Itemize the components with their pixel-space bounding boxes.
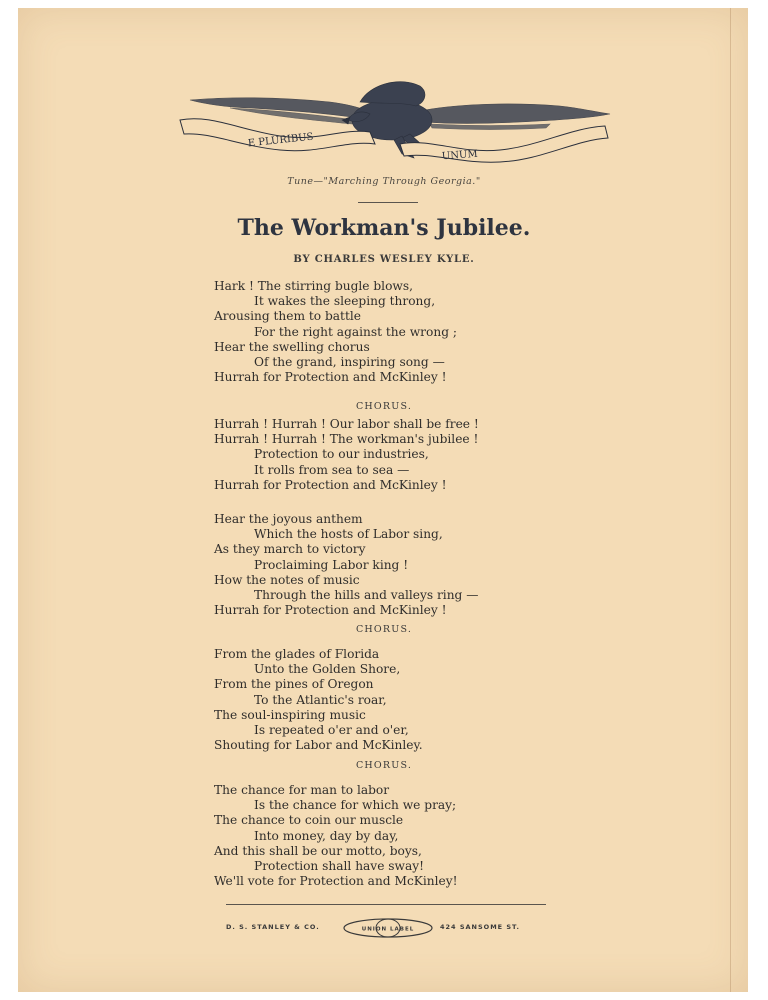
verse-line: The chance to coin our muscle (214, 813, 404, 828)
motto-right: UNUM (441, 148, 479, 163)
verse-line: And this shall be our motto, boys, (214, 843, 422, 858)
chorus-line: Protection to our industries, (254, 447, 429, 462)
publisher-address: 424 SANSOME ST. (440, 923, 520, 931)
verse-line: From the glades of Florida (214, 647, 380, 661)
chorus-heading: CHORUS. (355, 760, 413, 771)
verse-2 (214, 512, 478, 618)
footer-rule (226, 904, 546, 905)
verse-line: Into money, day by day, (254, 828, 399, 843)
verse-line: Hear the swelling chorus (214, 339, 370, 354)
chorus-line: Hurrah ! Hurrah ! The workman's jubilee ! (214, 432, 479, 447)
tune-line: Tune—"Marching Through Georgia." (287, 176, 481, 187)
motto-left: E PLURIBUS (247, 131, 315, 150)
rule-under-tune (358, 202, 418, 203)
chorus-line: It rolls from sea to sea — (254, 462, 410, 477)
union-label-badge (343, 918, 433, 938)
union-label-text: UNION LABEL (361, 926, 415, 933)
verse-line: Which the hosts of Labor sing, (254, 527, 443, 542)
printer-footer (0, 920, 768, 934)
verse-1 (214, 279, 457, 385)
verse-line: Proclaiming Labor king ! (254, 557, 409, 572)
verse-line: It wakes the sleeping throng, (254, 294, 436, 309)
verse-line: As they march to victory (214, 542, 366, 557)
chorus-heading: CHORUS. (355, 624, 413, 635)
verse-line: How the notes of music (214, 572, 360, 587)
verse-line: Hurrah for Protection and McKinley ! (214, 603, 447, 618)
verse-line: Through the hills and valleys ring — (254, 588, 479, 603)
verse-line: From the pines of Oregon (214, 677, 374, 692)
verse-line: For the right against the wrong ; (254, 324, 457, 339)
chorus-text (214, 417, 479, 493)
verse-line: The chance for man to labor (214, 783, 390, 797)
verse-line: Hear the joyous anthem (214, 512, 363, 526)
poem-title: The Workman's Jubilee. (237, 215, 531, 241)
verse-line: Hurrah for Protection and McKinley ! (214, 370, 447, 385)
verse-line: Shouting for Labor and McKinley. (214, 738, 423, 753)
verse-3 (214, 647, 423, 753)
verse-line: Hark ! The stirring bugle blows, (214, 279, 413, 293)
chorus-heading: CHORUS. (355, 401, 413, 412)
fold-line (730, 8, 731, 992)
verse-4 (214, 783, 458, 889)
chorus-line: Hurrah for Protection and McKinley ! (214, 477, 447, 492)
verse-line: Is repeated o'er and o'er, (254, 723, 409, 738)
verse-line: The soul-inspiring music (214, 707, 366, 722)
verse-line: Is the chance for which we pray; (254, 798, 457, 813)
verse-line: Protection shall have sway! (254, 859, 425, 874)
author-byline: BY CHARLES WESLEY KYLE. (293, 254, 475, 265)
verse-line: Of the grand, inspiring song — (254, 355, 445, 370)
eagle-emblem (170, 62, 620, 172)
publisher-name: D. S. STANLEY & CO. (226, 923, 320, 931)
verse-line: We'll vote for Protection and McKinley! (214, 874, 458, 889)
verse-line: Arousing them to battle (214, 309, 361, 324)
verse-line: To the Atlantic's roar, (254, 692, 387, 707)
verse-line: Unto the Golden Shore, (254, 662, 401, 677)
chorus-line: Hurrah ! Hurrah ! Our labor shall be free ! (214, 417, 479, 431)
